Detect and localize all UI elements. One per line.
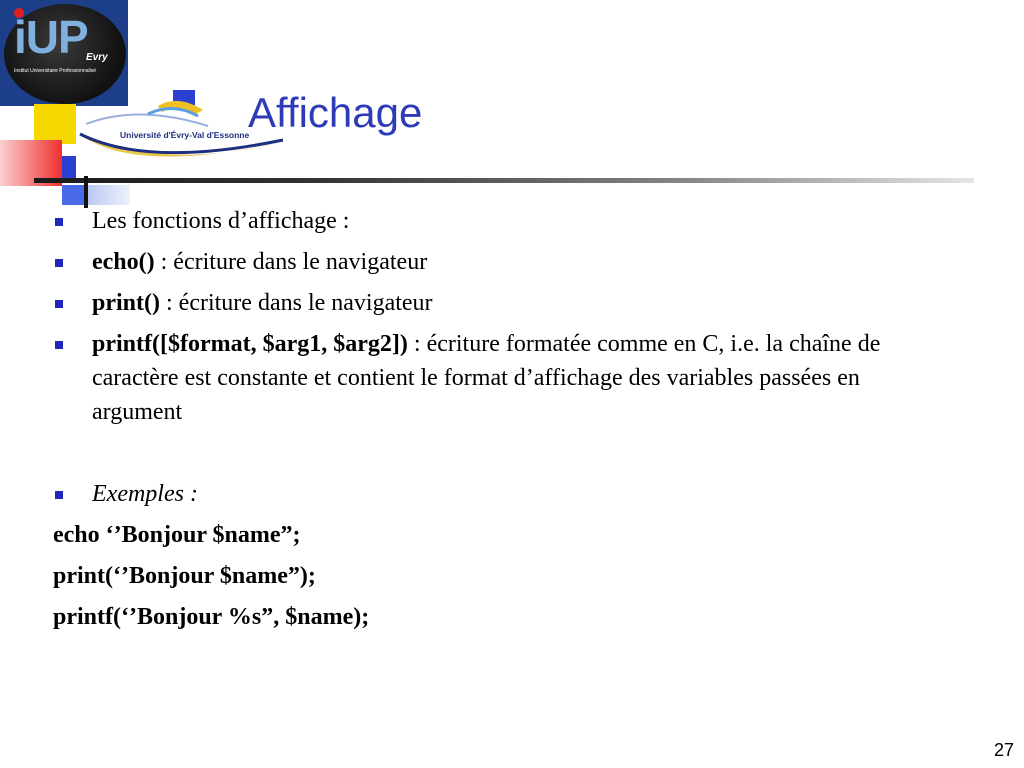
bullet-item [92,327,942,429]
code-line: echo ‘’Bonjour $name”; [53,522,301,548]
logo-evry-text: Evry [86,52,108,63]
title-underline-bar [34,178,974,183]
bullet-square-icon [55,259,63,267]
decor-light-blue-square [86,185,130,205]
bullet-text: : écriture dans le navigateur [154,249,428,275]
bullet-text: : écriture dans le navigateur [160,290,433,316]
bullet-keyword: print() [92,290,160,316]
bullet-item [92,245,942,279]
slide-title: Affichage [248,89,423,136]
page-number: 27 [993,740,1014,760]
university-name: Université d'Évry-Val d'Essonne [120,130,250,140]
bullet-square-icon [55,491,63,499]
code-line: printf(‘’Bonjour %s”, $name); [53,604,370,630]
bullet-text: Les fonctions d’affichage : [92,208,350,234]
logo-subtitle: Institut Universitaire Professionnalisé [14,68,96,74]
bullet-item [92,286,942,320]
bullet-keyword: printf([$format, $arg1, $arg2]) [92,331,408,357]
decor-vertical-bar [84,176,88,208]
decor-blue-square [62,156,76,180]
bullet-text: : écriture formatée comme en C, i.e. la chaîne de caractère est constante et contient le format d’affichage des variables passées en argument [92,331,881,425]
bullet-item [92,204,942,238]
decor-yellow-square [34,104,76,144]
bullet-square-icon [55,300,63,308]
bullet-examples-label: Exemples : [92,481,198,507]
bullet-keyword: echo() [92,249,155,275]
bullet-square-icon [55,341,63,349]
logo-iup-text: iUP [14,11,88,63]
bullet-square-icon [55,218,63,226]
decor-blue-square [62,185,86,205]
bullet-item [92,477,942,511]
code-line: print(‘’Bonjour $name”); [53,563,316,589]
